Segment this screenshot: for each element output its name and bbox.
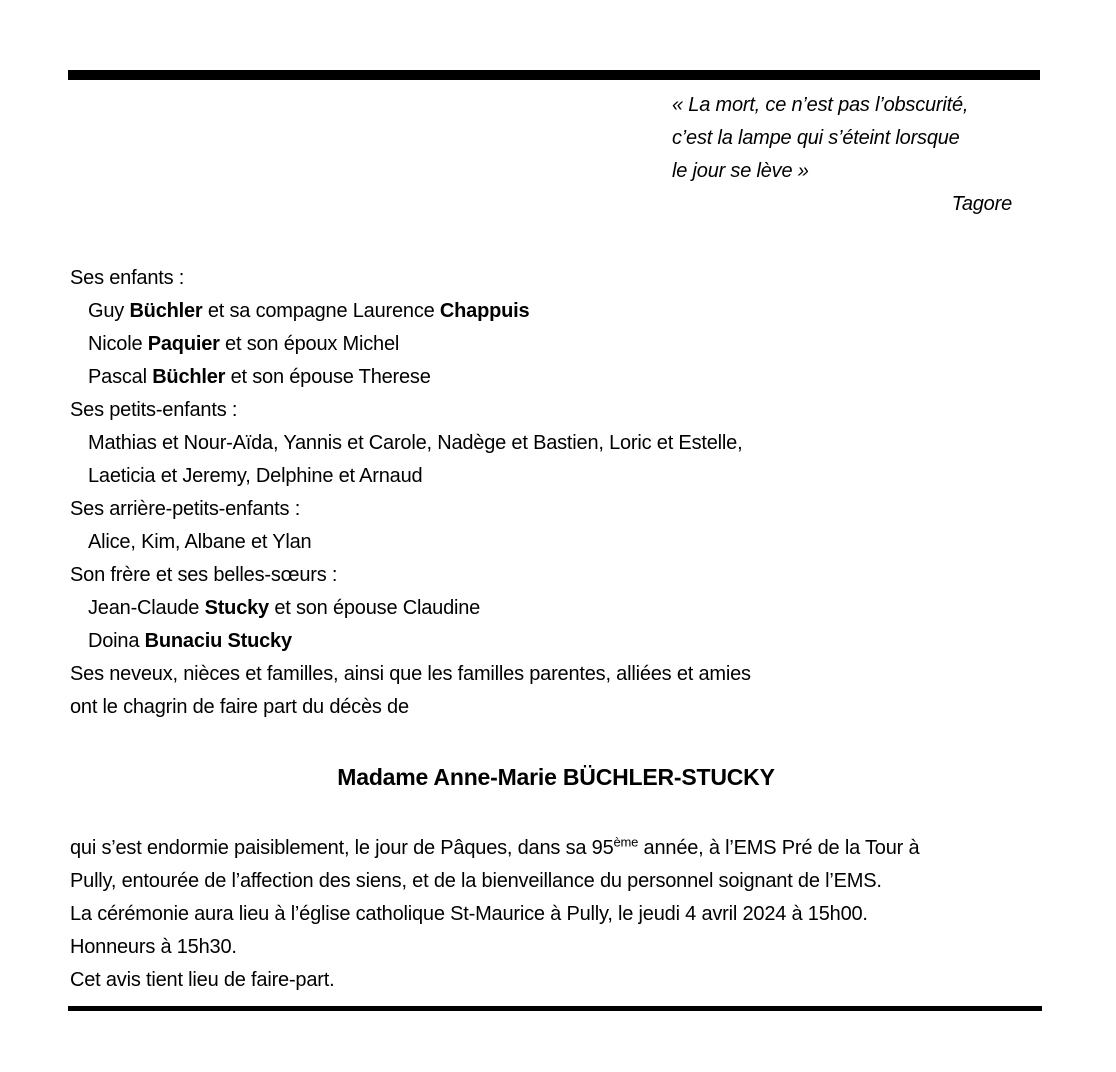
text-segment: Laeticia et Jeremy, Delphine et Arnaud: [88, 465, 423, 487]
text-segment: Ses neveux, nièces et familles, ainsi que les familles parentes, alliées et amies: [70, 663, 751, 685]
text-line: [70, 361, 1042, 394]
text-segment: et sa compagne Laurence: [202, 300, 440, 322]
surname-bold: Büchler: [152, 366, 226, 388]
surname-bold: Bunaciu Stucky: [144, 630, 292, 652]
text-segment: ème: [613, 834, 639, 850]
text-segment: et son épouse Therese: [225, 366, 431, 388]
surname-bold: Büchler: [129, 300, 203, 322]
text-line: [70, 493, 1042, 526]
text-line: [70, 658, 1042, 691]
text-line: [70, 931, 1042, 964]
text-line: [70, 295, 1042, 328]
text-segment: Pully, entourée de l’affection des siens, et de la bienveillance du personnel soignant de l’EMS.: [70, 870, 882, 892]
text-segment: Doina: [88, 630, 145, 652]
closing-paragraph: [70, 832, 1042, 997]
text-segment: Ses enfants :: [70, 267, 185, 289]
deceased-name-title: Madame Anne-Marie BÜCHLER-STUCKY: [337, 764, 775, 790]
text-segment: Alice, Kim, Albane et Ylan: [88, 531, 312, 553]
text-line: [70, 460, 1042, 493]
text-line: [70, 328, 1042, 361]
text-segment: Nicole: [88, 333, 148, 355]
surname-bold: Stucky: [204, 597, 269, 619]
text-segment: année, à l’EMS Pré de la Tour à: [638, 837, 920, 859]
text-line: [70, 394, 1042, 427]
text-line: [70, 427, 1042, 460]
text-segment: qui s’est endormie paisiblement, le jour de Pâques, dans sa 95: [70, 837, 614, 859]
text-segment: Honneurs à 15h30.: [70, 936, 237, 958]
text-segment: Cet avis tient lieu de faire-part.: [70, 969, 335, 991]
text-segment: Pascal: [88, 366, 153, 388]
text-segment: Son frère et ses belles-sœurs :: [70, 564, 338, 586]
surname-bold: Paquier: [147, 333, 220, 355]
text-line: [70, 865, 1042, 898]
text-segment: et son époux Michel: [219, 333, 400, 355]
text-segment: et son épouse Claudine: [268, 597, 481, 619]
text-segment: Guy: [88, 300, 130, 322]
top-rule: [68, 70, 1040, 80]
text-line: [70, 898, 1042, 931]
text-line: [70, 559, 1042, 592]
text-line: [70, 964, 1042, 997]
epigraph-quote: [672, 89, 1002, 188]
text-segment: La cérémonie aura lieu à l’église catholique St-Maurice à Pully, le jeudi 4 avril 2024 à 15h00.: [70, 903, 868, 925]
text-segment: Mathias et Nour-Aïda, Yannis et Carole, Nadège et Bastien, Loric et Estelle,: [88, 432, 743, 454]
quote-line: « La mort, ce n’est pas l’obscurité,: [672, 94, 969, 116]
text-segment: ont le chagrin de faire part du décès de: [70, 696, 409, 718]
text-line: [70, 262, 1042, 295]
text-segment: Jean-Claude: [88, 597, 205, 619]
quote-line: le jour se lève »: [672, 160, 809, 182]
text-line: [70, 691, 1042, 724]
text-line: [70, 625, 1042, 658]
bottom-rule: [68, 1006, 1042, 1011]
text-line: [70, 832, 1042, 865]
quote-line: c’est la lampe qui s’éteint lorsque: [672, 127, 960, 149]
text-line: [70, 592, 1042, 625]
text-line: [70, 526, 1042, 559]
surname-bold: Chappuis: [439, 300, 530, 322]
text-segment: Ses petits-enfants :: [70, 399, 238, 421]
family-list: [70, 262, 1042, 724]
quote-attribution: Tagore: [951, 193, 1012, 215]
text-segment: Ses arrière-petits-enfants :: [70, 498, 301, 520]
